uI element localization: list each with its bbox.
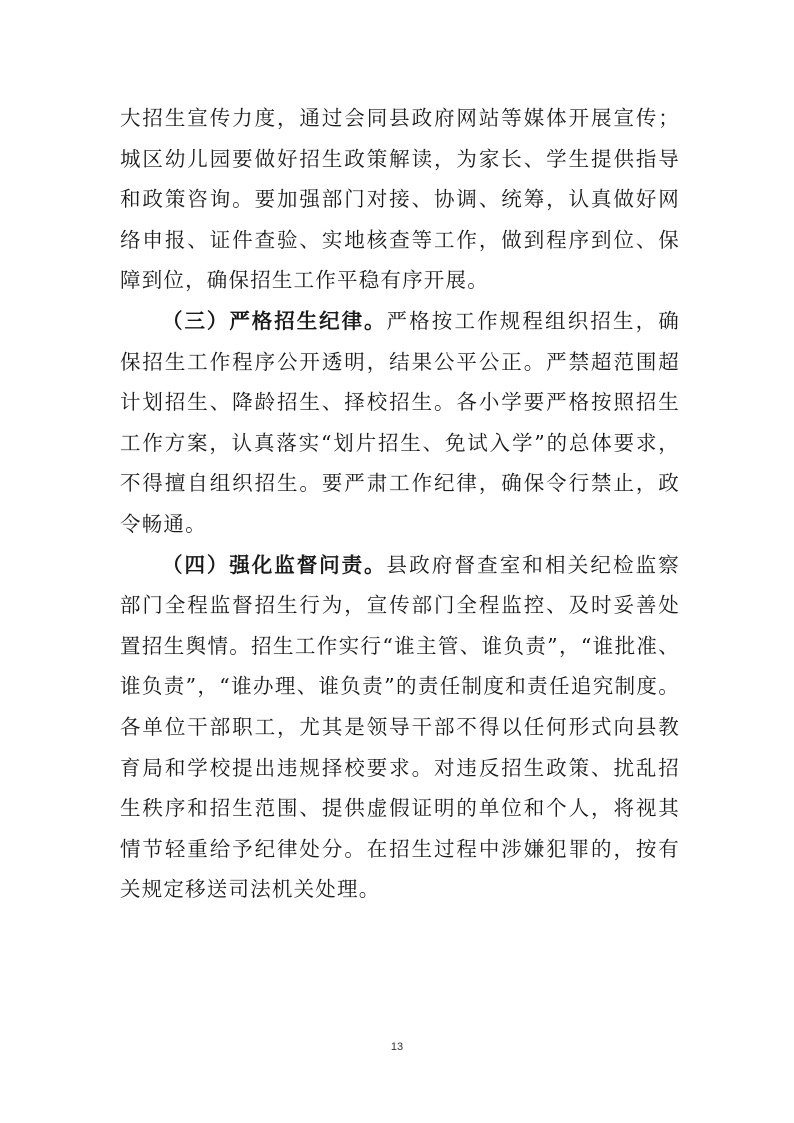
page-number: 13	[390, 1041, 404, 1053]
paragraph-body: 县政府督查室和相关纪检监察部门全程监督招生行为，宣传部门全程监控、及时妥善处置招生舆情。招生工作实行“谁主管、谁负责”，“谁批准、谁负责”，“谁办理、谁负责”的责任制度和责任追究制度。各单位干部职工，尤其是领导干部不得以任何形式向县教育局和学校提出违规择校要求。对违反招生政策、扰乱招生秩序和招生范围、提供虚假证明的单位和个人，将视其情节轻重给予纪律处分。在招生过程中涉嫌犯罪的，按有关规定移送司法机关处理。	[120, 552, 680, 902]
paragraph-body: 严格按工作规程组织招生，确保招生工作程序公开透明，结果公平公正。严禁超范围超计划招生、降龄招生、择校招生。各小学要严格按照招生工作方案，认真落实“划片招生、免试入学”的总体要求，不得擅自组织招生。要严肃工作纪律，确保令行禁止，政令畅通。	[120, 308, 680, 536]
paragraph-supervision	[120, 545, 680, 910]
paragraph-body: 大招生宣传力度，通过会同县政府网站等媒体开展宣传；城区幼儿园要做好招生政策解读，为家长、学生提供指导和政策咨询。要加强部门对接、协调、统筹，认真做好网络申报、证件查验、实地核查等工作，做到程序到位、保障到位，确保招生工作平稳有序开展。	[120, 106, 680, 293]
body-text	[120, 98, 680, 910]
paragraph-discipline	[120, 301, 680, 545]
section-heading: （三）严格招生纪律。	[162, 308, 387, 333]
paragraph-continuation	[120, 98, 680, 301]
section-heading: （四）强化监督问责。	[162, 552, 387, 577]
